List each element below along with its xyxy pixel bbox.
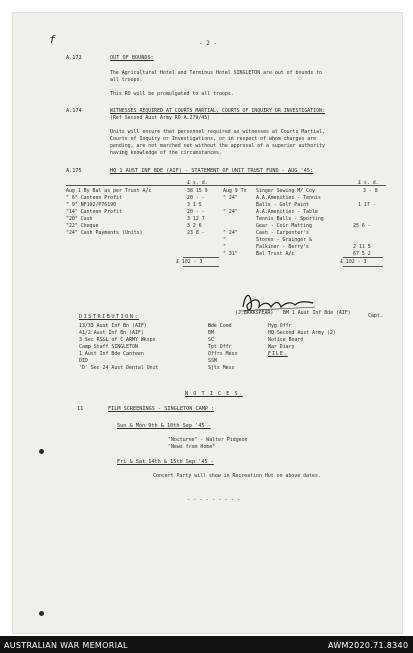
binder-hole — [39, 611, 44, 616]
payment-entry: Tennis Balls - Sporting — [256, 216, 324, 222]
payment-amount: 1 17 - — [358, 202, 376, 208]
receipt-entry: "14" Canteen Profit — [66, 209, 122, 215]
payment-entry: Falkiner - Berry's — [256, 244, 309, 250]
distribution-item: Offrs Mess — [208, 351, 238, 357]
signatory-name: (J.BRAKSPEAR) — [235, 310, 274, 316]
end-of-document-mark: - - - - - - - - - — [187, 497, 241, 503]
payment-date: " — [223, 244, 226, 250]
distribution-item: Bde Comd — [208, 323, 232, 329]
section-number: A.173 — [66, 55, 82, 61]
currency-header-left: £ s. d. — [187, 180, 208, 186]
notices-title: N O T I C E S. — [185, 391, 243, 397]
total-double-rule-right — [343, 266, 383, 267]
distribution-item: 41/2 Aust Inf Bn (AIF) — [79, 330, 144, 336]
total-rule-right — [343, 257, 383, 258]
table-rule — [66, 185, 386, 186]
receipt-amount: 3 1 5 — [187, 202, 202, 208]
screening-date: Fri & Sat 14th & 15th Sep '45 - — [117, 459, 214, 465]
receipt-amount: 20 - - — [187, 195, 205, 201]
body-line: all troops. — [110, 77, 143, 83]
payment-date: Aug 9 To — [223, 188, 247, 194]
payment-entry: Balls - Golf Paint — [256, 202, 309, 208]
distribution-item: 3 Sec RS&L of C ARMY Wksps — [79, 337, 156, 343]
archive-accession-number: AWM2020.71.8340 — [328, 641, 409, 650]
screening-film: "Nocturne" - Walter Pidgeon — [168, 437, 248, 443]
distribution-item: Notice Board — [268, 337, 304, 343]
distribution-item: Tpt Offr — [208, 344, 232, 350]
binder-hole — [39, 449, 44, 454]
section-title: OUT OF BOUNDS: — [110, 55, 154, 61]
payment-entry: A.A.Amenities - Tennis — [256, 195, 321, 201]
payment-entry: Bal Trust A/c — [256, 251, 295, 257]
body-line: The Agricultural Hotel and Terminus Hotel SINGLETON are out of bounds to — [110, 70, 322, 76]
body-line: Courts of Inquiry or Investigations, or in respect of whom charges are — [110, 136, 317, 142]
total-double-rule-left — [183, 266, 219, 267]
distribution-item: Hyg Offr — [268, 323, 292, 329]
body-line: Units will ensure that personnel required as witnesses at Courts Martial, — [110, 129, 325, 135]
screening-date: Sun & Mon 9th & 10th Sep '45 - — [117, 423, 211, 429]
distribution-item: 1 Aust Inf Bde Canteen — [79, 351, 144, 357]
body-line: This RO will be promulgated to all troops. — [110, 91, 234, 97]
receipt-amount: 20 - - — [187, 209, 205, 215]
archive-name: AUSTRALIAN WAR MEMORIAL — [4, 641, 128, 650]
receipt-entry: "22" Cheque — [66, 223, 99, 229]
distribution-item: Camp Staff SINGLETON — [79, 344, 138, 350]
section-reference: (Ref Second Aust Army RO A.279/45) — [110, 115, 211, 121]
receipt-entry: " 9" NF192/P76190 — [66, 202, 117, 208]
payment-date: " 24" — [223, 230, 238, 236]
receipt-amount: 38 15 9 — [187, 188, 208, 194]
distribution-item: War Diary — [268, 344, 295, 350]
payment-date: " 31" — [223, 251, 238, 257]
document-page — [12, 12, 403, 634]
signatory-unit: BM 1 Aust Inf Bde (AIF) — [283, 310, 351, 316]
distribution-item: FILE. — [268, 351, 288, 357]
receipt-entry: " 6" Canteen Profit — [66, 195, 122, 201]
payment-entry: Cash - Carpenter's — [256, 230, 309, 236]
payment-entry: Stores - Grainger & — [256, 237, 312, 243]
body-line: having knowledge of the circumstances. — [110, 150, 222, 156]
receipt-entry: "24" Cash Payments (Units) — [66, 230, 143, 236]
total-left: £ 102 - 3 — [176, 259, 203, 265]
notice-heading: FILM SCREENINGS - SINGLETON CAMP : — [108, 406, 215, 412]
payment-entry: A.A.Amenities - Table — [256, 209, 318, 215]
receipt-entry: Aug 1 By Bal as per Trust A/c — [66, 188, 152, 194]
signatory-rank: Capt. — [368, 313, 383, 319]
payment-amount: 2 11 5 — [353, 244, 371, 250]
distribution-title: DISTRIBUTION: — [79, 314, 140, 320]
distribution-item: 'D' Sec 24 Aust Dental Unit — [79, 365, 159, 371]
payment-amount: 67 5 2 — [353, 251, 371, 257]
receipt-amount: 3 2 6 — [187, 223, 202, 229]
distribution-item: Sjts Mess — [208, 365, 235, 371]
payment-amount: 25 6 - — [353, 223, 371, 229]
distribution-item: 13/33 Aust Inf Bn (AIF) — [79, 323, 147, 329]
total-right: £ 102 - 3 — [340, 259, 367, 265]
margin-pen-mark: f — [49, 33, 56, 46]
section-number: A.175 — [66, 168, 82, 174]
receipt-amount: 3 12 7 — [187, 216, 205, 222]
screening-note: Concert Party will show in Recreation Hut on above dates. — [153, 473, 321, 479]
distribution-item: DID — [79, 358, 88, 364]
payment-date: " 24" — [223, 209, 238, 215]
distribution-item: BM — [208, 330, 214, 336]
payment-date: " 24" — [223, 195, 238, 201]
screening-film: "News from Home" — [168, 444, 216, 450]
total-rule-left — [183, 257, 219, 258]
archive-footer — [0, 636, 413, 653]
distribution-item: HQ Second Aust Army (2) — [268, 330, 336, 336]
payment-entry: Gear - Coir Matting — [256, 223, 312, 229]
payment-amount: 3 - 8 — [363, 188, 378, 194]
section-title: HQ 1 AUST INF BDE (AIF) - STATEMENT OF UNIT TRUST FUND - AUG '45: — [110, 168, 314, 174]
payment-date: " — [223, 237, 226, 243]
body-line: pending, are not marched out without the approval of a superior authority — [110, 143, 325, 149]
notice-number: 11 — [77, 406, 84, 412]
receipt-amount: 23 8 - — [187, 230, 205, 236]
section-title: WITNESSES REQUIRED AT COURTS MARTIAL, COURTS OF INQUIRY OR INVESTIGATION: — [110, 108, 325, 114]
distribution-item: SSM — [208, 358, 217, 364]
page-number: - 2 - — [199, 40, 218, 47]
payment-entry: Singer Sewing M/ Coy — [256, 188, 315, 194]
receipt-entry: "20" Cash — [66, 216, 93, 222]
currency-header-right: £ s. d. — [358, 180, 379, 186]
section-number: A.174 — [66, 108, 82, 114]
distribution-item: SC — [208, 337, 214, 343]
